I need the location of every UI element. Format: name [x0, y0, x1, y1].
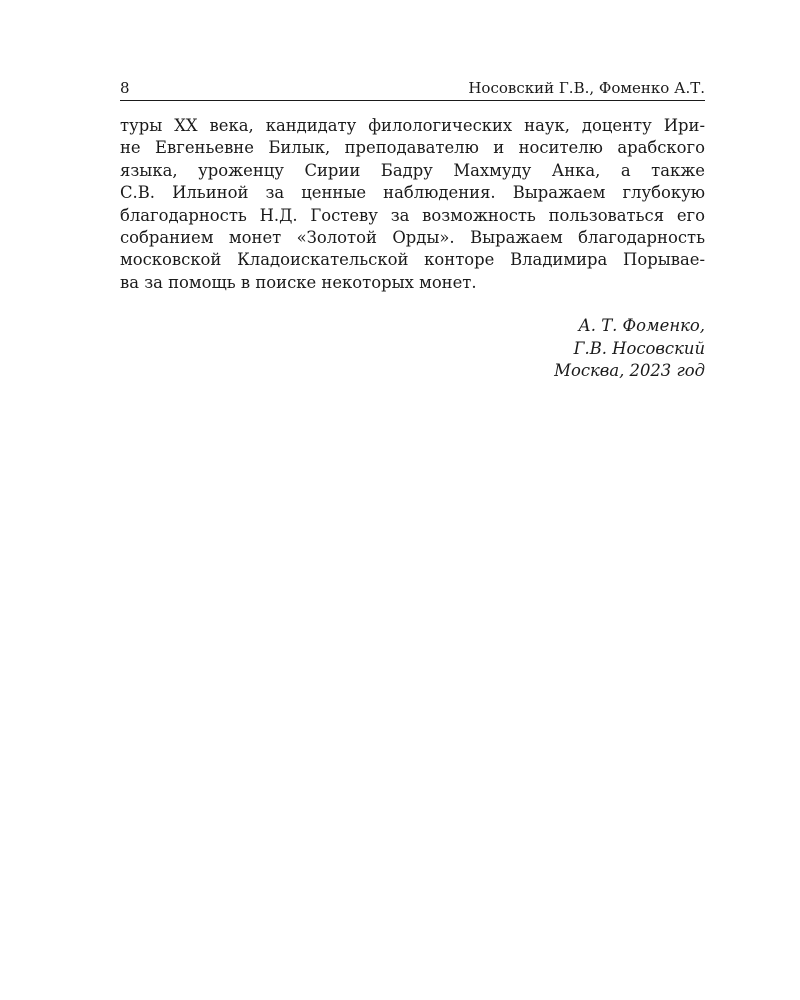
running-head [120, 78, 705, 101]
signature-block [120, 315, 705, 382]
text-line: московской Кладоискательской конторе Владимира Порывае- [120, 250, 705, 270]
signature-author-fomenko: А. Т. Фоменко, [578, 316, 705, 336]
signature-author-nosovsky: Г.В. Носовский [573, 338, 705, 358]
text-line: туры XX века, кандидату филологических наук, доценту Ири- [120, 116, 705, 135]
body-paragraph [120, 115, 705, 294]
text-line: С.В. Ильиной за ценные наблюдения. Выражаем глубокую [120, 183, 705, 203]
text-line: не Евгеньевне Билык, преподавателю и носителю арабского [120, 138, 705, 158]
header-authors: Носовский Г.В., Фоменко А.Т. [468, 79, 705, 97]
text-line: ва за помощь в поиске некоторых монет. [120, 272, 477, 292]
text-line: собранием монет «Золотой Орды». Выражаем благодарность [120, 228, 705, 248]
text-line: языка, уроженцу Сирии Бадру Махмуду Анка, а также [120, 160, 705, 180]
page-number: 8 [120, 79, 130, 97]
text-line: благодарность Н.Д. Гостеву за возможность пользоваться его [120, 205, 705, 225]
signature-place-date: Москва, 2023 год [554, 361, 705, 381]
book-page [120, 78, 705, 382]
